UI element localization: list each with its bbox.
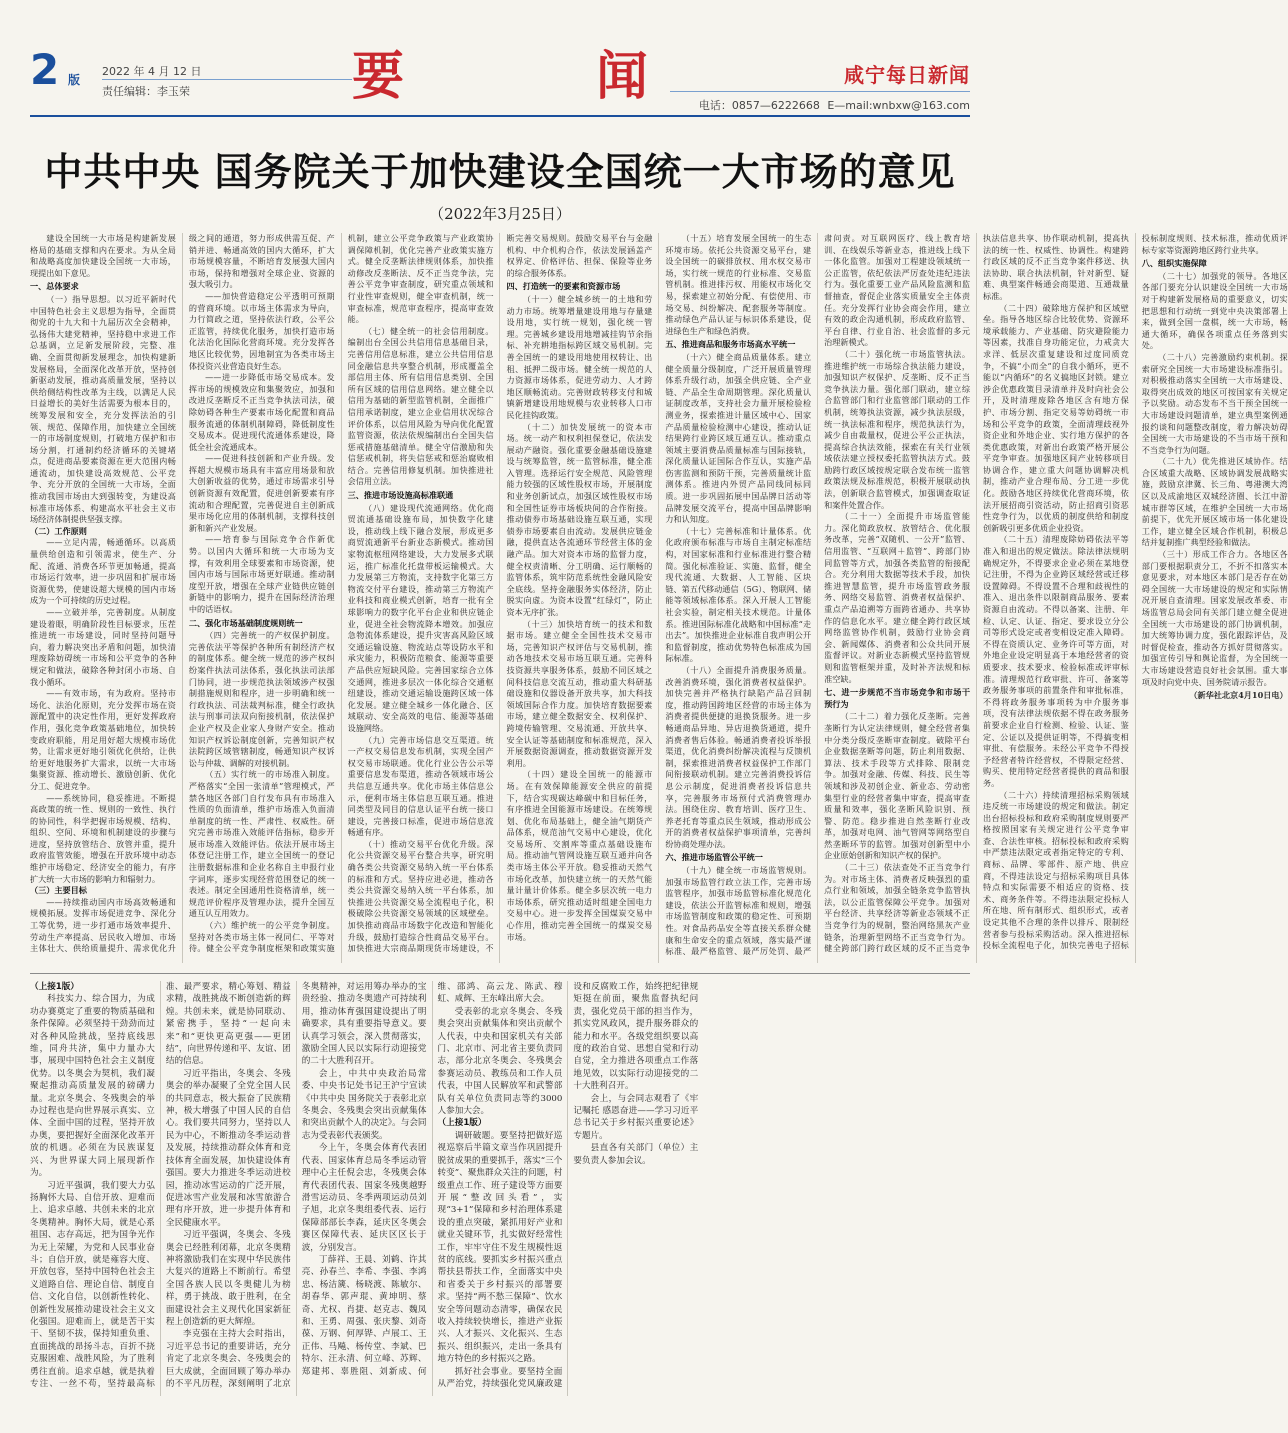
continuation-paragraph: 习近平强调，冬奥会、冬残奥会已经胜利闭幕，北京冬奥精神将激励我们在实现中华民族伟大复兴的道路上不断前行。希望全国各族人民以冬奥健儿为榜样，勇于挑战、敢于胜利，在全面建设社会主义现代化国家新征程上创造新的更大辉煌。 (165, 1230, 291, 1327)
article-paragraph: （二十五）清理废除妨碍依法平等准入和退出的规定做法。除法律法规明确规定外，不得要求企业必须在某地登记注册，不得为企业跨区域经营或迁移设置障碍。不得设置不合理和歧视性的准入、退出条件以限制商品服务、要素资源自由流动。不得以备案、注册、年检、认定、认证、指定、要求设立分公司等形式设定或者变相设定准入障碍。不得在资质认定、业务许可等方面，对外地企业设定明显高于本地经营者的资质要求、技术要求、检验标准或评审标准。清理规范行政审批、许可、备案等政务服务事项的前置条件和审批标准，不得将政务服务事项转为中介服务事项，没有法律法规依据不得在政务服务前要求企业自行检测、检验、认证、鉴定、公证以及提供证明等，不得搞变相审批、有偿服务。未经公平竞争不得授予经营者特许经营权，不得限定经营、购买、使用特定经营者提供的商品和服务。 (982, 534, 1129, 788)
continuation-paragraph: 县直各有关部门（单位）主要负责人参加会议。 (573, 1143, 699, 1166)
section-divider (30, 973, 970, 974)
continuation-paragraph: 调研破题。要坚持把做好巡视巡察后半篇文章当作巩固提升脱贫成果的重要抓手，落实“三个转变”、聚焦群众关注的问题，村级重点工作、班子建设等方面要开展“整改回头看”，实现“3+1”保障和乡村治理体系建设的重点突破，紧抓用好产业和就业关键环节，扎实做好经常性工作，牢牢守住不发生规模性返贫的底线。要抓实乡村振兴重点帮扶县帮扶工作，全面落实中央和省委关于乡村振兴的部署要求。坚持“两不愁三保障”、饮水安全等问题动态清零，确保农民收入持续较快增长，推进产业振兴、人才振兴、文化振兴、生态振兴、组织振兴，走出一条具有地方特色的乡村振兴之路。 (437, 1130, 563, 1365)
section-heading: 二、强化市场基础制度规则统一 (188, 617, 303, 628)
article-paragraph: （三十）形成工作合力。各地区各部门要根据职责分工，不折不扣落实本意见要求，对本地区本部门是否存在妨碍全国统一大市场建设的规定和实际情况开展自查清理。国家发展改革委、市场监管总局会同有关部门建立健全促进全国统一大市场建设的部门协调机制，加大统筹协调力度，强化跟踪评估，及时督促检查，推动各方抓好贯彻落实。加强宣传引导和舆论监督，为全国统一大市场建设营造良好社会氛围。重大事项及时向党中央、国务院请示报告。 (1141, 549, 1288, 687)
masthead (30, 45, 970, 115)
continuation-paragraph: 会上，与会同志观看了《牢记嘱托 感恩奋进——学习习近平总书记关于乡村振兴重要论述》专题片。 (573, 1093, 699, 1141)
article-paragraph: 建设全国统一大市场是构建新发展格局的基础支撑和内在要求。为从全局和战略高度加快建设全国统一大市场，现提出如下意见。 (30, 233, 176, 278)
article-paragraph: （五）实行统一的市场准入制度。严格落实“全国一张清单”管理模式，严禁各地区各部门自行发布具有市场准入性质的负面清单，维护市场准入负面清单制度的统一性、严肃性、权威性。研究完善市场准入效能评估指标，稳步开展市场准入效能评估。依法开展市场主体登记注册工作，建立全国统一的登记注册数据标准和企业名称自主申报行业字词库，逐步实现经营范围登记的统一表述。制定全国通用性资格清单，统一规范评价程序及管理办法，提升全国互通互认互用效力。 (188, 769, 335, 919)
section-char-1: 要 (352, 46, 409, 107)
article-paragraph: （十四）建设全国统一的能源市场。在有效保障能源安全供应的前提下，结合实现碳达峰碳中和目标任务，有序推进全国能源市场建设。在统筹规划、优化布局基础上，健全油气期货产品体系，规范油气交易中心建设，优化交易场所、交割库等重点基础设施布局。推动油气管网设施互联互通并向各类市场主体公平开放。稳妥推动天然气市场化改革，加快建立统一的天然气能量计量计价体系。健全多层次统一电力市场体系，研究推动适时组建全国电力交易中心。进一步发挥全国煤炭交易中心作用，推动完善全国统一的煤炭交易市场。 (506, 769, 653, 942)
source-credit: （新华社北京4月10日电） (1189, 690, 1288, 701)
continued-from-tag: （上接1版） (30, 982, 79, 992)
continuation-paragraph: 科技实力、综合国力，为成功办赛奠定了重要的物质基础和条件保障。必须坚持干劲劲而过对各种风险挑战，坚持底线思维，同舟共济，集中力量办大事，展现中国特色社会主义制度优势。以冬奥会为契机，我们凝聚起推动高质量发展的磅礴力量。北京冬奥会、冬残奥会的举办过程也是向世界展示真实、立体、全面中国的过程，坚持开放办奥，要把握好全面深化改革开放的机遇。必须在为民族谋复兴、为世界谋大同上展现新作为。 (30, 994, 155, 1179)
section-heading: 八、组织实施保障 (1141, 258, 1207, 269)
section-heading: 五、推进商品和服务市场高水平统一 (665, 339, 796, 350)
section-heading: 四、打造统一的要素和资源市场 (506, 281, 621, 292)
article-paragraph: （二十一）全面提升市场监管能力。深化简政放权、放管结合、优化服务改革，完善“双随机、一公开”监管、信用监管、“互联网＋监管”、跨部门协同监管等方式，加强各类监管的衔接配合。充分利用大数据等技术手段，加快推进智慧监管，提升市场监管政务服务、网络交易监管、消费者权益保护、重点产品追溯等方面跨省通办、共享协作的信息化水平。建立健全跨行政区域网络监管协作机制，鼓励行业协会商会、新闻媒体、消费者和公众共同开展监督评议。对新业态新模式坚持监管规则和监管框架并重，及时补齐法规和标准空缺。 (824, 511, 970, 684)
article-paragraph: （十一）健全城乡统一的土地和劳动力市场。统筹增量建设用地与存量建设用地，实行统一规划，强化统一管理。完善城乡建设用地增减挂钩节余指标、补充耕地指标跨区域交易机制。完善全国统一的建设用地使用权转让、出租、抵押二级市场。健全统一规范的人力资源市场体系，促进劳动力、人才跨地区顺畅流动。完善财政转移支付和城镇新增建设用地规模与农业转移人口市民化挂钩政策。 (506, 293, 653, 420)
article-paragraph: ——促进科技创新和产业升级。发挥超大规模市场具有丰富应用场景和放大创新收益的优势，通过市场需求引导创新资源有效配置，促进创新要素有序流动和合理配置，完善促进自主创新成果市场化应用的体制机制，支撑科技创新和新兴产业发展。 (188, 453, 335, 533)
sub-heading: （二）工作原则 (30, 525, 87, 536)
continuation-paragraph: 李克强在主持大会时指出，习近平总书记的重要讲话，充分肯定了北京冬奥会、冬残奥会的巨大成就，全面回顾了筹办举办的不平凡历程，深刻阐明了北京冬奥精神，对运用筹办举办的宝贵经验、推动冬奥遗产可持续利用，推动体育强国建设提出了明确要求，具有重要指导意义。要认真学习领会，深入贯彻落实，激励全国人民以实际行动迎接党的二十大胜利召开。 (165, 982, 427, 1389)
header-rule-main (30, 115, 970, 117)
page-number-suffix: 版 (68, 73, 81, 87)
article-paragraph: （二十四）破除地方保护和区域壁垒。指导各地区综合比较优势、资源环境承载能力、产业基础、防灾避险能力等因素，找准自身功能定位，力戒贪大求洋、低层次重复建设和过度同质竞争，不搞“小而全”的自我小循环，更不能以“内循环”的名义搞地区封锁。建立涉企优惠政策目录清单并及时向社会公开，及时清理废除各地区含有地方保护、市场分割、指定交易等妨碍统一市场和公平竞争的政策，全面清理歧视外资企业和外地企业、实行地方保护的各类优惠政策，对新出台政策严格开展公平竞争审查。加强地区间产业转移项目协调合作，建立重大问题协调解决机制，推动产业合理布局、分工进一步优化。鼓励各地区持续优化营商环境，依法开展招商引资活动，防止招商引资恶性竞争行为，以优质的制度供给和制度创新吸引更多优质企业投资。 (982, 302, 1129, 533)
issue-date: 2022 年 4 月 12 日 (102, 65, 202, 78)
article-paragraph: （十七）完善标准和计量体系。优化政府颁布标准与市场自主制定标准结构，对国家标准和行业标准进行整合精简。强化标准验证、实施、监督，健全现代流通、大数据、人工智能、区块链、第五代移动通信（5G）、物联网、储能等领域标准体系。深入开展人工智能社会实验，制定相关技术规范。计量体系。推进国际标准化战略和中国标准“走出去”。加快推进企业标准自我声明公开和监督制度，推动优势特色标准成为国际标准。 (665, 525, 812, 664)
continuation-paragraph: 今上午，冬奥会体育代表团代表、国家体育总局冬季运动管理中心主任倪会忠，冬残奥会体育代表团代表、国家冬残奥越野滑雪运动员、冬季两项运动员刘子旭，北京冬奥组委代表、运行保障部部长李森，延庆区冬奥会赛区保障代表、延庆区区长于波，分别发言。 (301, 1143, 427, 1253)
article-paragraph: （六）维护统一的公平竞争制度。坚持对各类市场主体一视同仁、平等对待。健全公平竞争制度框架和政策实施机制，建立公平竞争政策与产业政策协调保障机制，优化完善产业政策实施方式。健全反垄断法律规则体系，加快推动修改反垄断法、反不正当竞争法，完善公平竞争审查制度，研究重点领域和行业性审查规则，健全审查机制，统一审查标准，规范审查程序，提高审查效能。 (188, 233, 494, 954)
article-paragraph: ——持续推动国内市场高效畅通和规模拓展。发挥市场促进竞争、深化分工等优势，进一步打通市场效率提升、劳动生产率提高、居民收入增加、市场主体壮大、供给质量提升、需求优化升级之间的通道，努力形成供需互促、产销并进、畅通高效的国内大循环，扩大市场规模容量，不断培育发展强大国内市场，保持和增强对全球企业、资源的强大吸引力。 (30, 233, 335, 954)
section-heading: 七、进一步规范不当市场竞争和市场干预行为 (824, 687, 970, 709)
article-paragraph: （十八）全面提升消费服务质量。改善消费环境，强化消费者权益保护。加快完善并严格执行缺陷产品召回制度，推动跨国跨地区经营的市场主体为消费者提供便捷的退换货服务。进一步畅通商品异地、异店退换货通道，提升消费者售后体验。畅通消费者投诉举报渠道，优化消费纠纷解决流程与反馈机制，探索推进消费者权益保护工作部门间衔接联动机制。建立完善消费投诉信息公示制度，促进消费者投诉信息共享，完善服务市场预付式消费管理办法。围绕住房、教育培训、医疗卫生、养老托育等重点民生领域，推动形成公开的消费者权益保护事项清单，完善纠纷协商处理办法。 (665, 664, 812, 849)
continuation-paragraph: 习近平强调，我们要大力弘扬胸怀大局、自信开放、迎难而上、追求卓越、共创未来的北京冬奥精神。胸怀大局，就是心系祖国、志存高远，把为国争光作为无上荣耀，为党和人民事业奋斗；自信开放，就是雍容大度、开放包容，坚持中国特色社会主义道路自信、理论自信、制度自信、文化自信，以创新性转化、创新性发展推动建设社会主义文化强国。迎难而上，就是苦干实干、坚韧不拔，保持知重负重、直面挑战的昂扬斗志，百折不挠克服困难、战胜风险，为了胜利勇往直前。追求卓越，就是执着专注、一丝不苟，坚持最高标准、最严要求，精心筹划、精益求精，战胜挑战不断创造新的辉煌。共创未来，就是协同联动、紧密携手，坚持“一起向未来”和“更快更高更强——更团结”，向世界传递和平、友谊、团结的信息。 (30, 982, 291, 1389)
article-body (30, 233, 1288, 963)
continuation-paragraph: 习近平指出，冬奥会、冬残奥会的举办凝聚了全党全国人民的共同意志，极大振奋了民族精神，极大增强了中国人民的自信心。我们要共同努力，坚持以人民为中心，不断推动冬季运动普及发展，持续推动群众体育和竞技体育全面发展，加快建设体育强国。要大力推进冬季运动进校园，推动冰雪运动的广泛开展，促进冰雪产业发展和冰雪旅游合理有序开放，进一步提升体育和全民健康水平。 (165, 1068, 291, 1228)
phone-number: 电话：0857—6222668 (698, 99, 820, 112)
continuation-paragraph: 抓好社会事业。要坚持全面从严治党，持续强化党风廉政建设和反腐败工作，始终把纪律规矩挺在前面，聚焦监督执纪问责，强化党员干部的担当作为，抓实党风政风，提升服务群众的能力和水平。各级党组织要以高度的政治自觉、思想自觉和行动自觉，全力推进各项重点工作落地见效，以实际行动迎接党的二十大胜利召开。 (437, 982, 699, 1389)
article-paragraph: ——加快营造稳定公平透明可预期的营商环境。以市场主体需求为导向，力行简政之道，坚持依法行政，公平公正监管，持续优化服务，加快打造市场化法治化国际化营商环境。充分发挥各地区比较优势，因地制宜为各类市场主体投资兴业营造良好生态。 (188, 290, 335, 371)
header-rule-left (102, 79, 352, 80)
article-paragraph: （二十三）依法查处不正当竞争行为。对市场主体、消费者反映强烈的重点行业和领域，加强全链条竞争监管执法，以公正监管保障公平竞争。加强对平台经济、共享经济等新业态领域不正当竞争行为的规制，整治网络黑灰产业链条，治理新型网络不正当竞争行为。健全跨部门跨行政区域的反不正当竞争执法信息共享、协作联动机制，提高执法的统一性、权威性、协调性。构建跨行政区域的反不正当竞争案件移送、执法协助、联合执法机制，针对新型、疑难、典型案件畅通会商渠道、互通裁量标准。 (824, 233, 1129, 954)
section-heading: 三、推进市场设施高标准联通 (347, 490, 454, 501)
article-paragraph: （七）健全统一的社会信用制度。编制出台全国公共信用信息基础目录，完善信用信息标准，建立公共信用信息同金融信息共享整合机制，形成覆盖全部信用主体、所有信用信息类别、全国所有区域的信用信息网络。建立健全以信用为基础的新型监管机制，全面推广信用承诺制度，建立企业信用状况综合评价体系，以信用风险为导向优化配置监管资源，依法依规编制出台全国失信惩戒措施基础清单。健全守信激励和失信惩戒机制，将失信惩戒和惩治腐败相结合。完善信用修复机制。加快推进社会信用立法。 (347, 325, 494, 487)
article-paragraph: （十九）健全统一市场监管规则。加强市场监管行政立法工作，完善市场监管程序，加强市场监管标准化规范化建设，依法公开监管标准和规则，增强市场监管制度和政策的稳定性、可预期性。对食品药品安全等直接关系群众健康和生命安全的重点领域，落实最严谨标准、最严格监管、最严厉处罚、最严肃问责。对互联网医疗、线上教育培训、在线娱乐等新业态，推进线上线下一体化监管。加强对工程建设领域统一公正监管，依纪依法严厉查处违纪违法行为。强化重要工业产品风险监测和监督抽查，督促企业落实质量安全主体责任。充分发挥行业协会商会作用，建立有效的政企沟通机制，形成政府监管、平台自律、行业自治、社会监督的多元治理新模式。 (665, 233, 970, 957)
article-paragraph: ——进一步降低市场交易成本。发挥市场的规模效应和集聚效应，加强和改进反垄断反不正当竞争执法司法，破除妨碍各种生产要素市场化配置和商品服务流通的体制机制障碍，降低制度性交易成本。促进现代流通体系建设，降低全社会流通成本。 (188, 372, 335, 452)
article-paragraph: （四）完善统一的产权保护制度。完善依法平等保护各种所有制经济产权的制度体系。健全统一规范的涉产权纠纷案件执法司法体系，强化执法司法部门协同，进一步规范执法领域涉产权强制措施规则和程序，进一步明确和统一行政执法、司法裁判标准，健全行政执法与刑事司法双向衔接机制，依法保护企业产权及企业家人身财产安全。推动知识产权诉讼制度创新，完善知识产权法院跨区域管辖制度，畅通知识产权诉讼与仲裁、调解的对接机制。 (188, 630, 335, 768)
header-rule-right (670, 91, 970, 92)
email-address: E—mail:wnbxw@163.com (827, 99, 970, 112)
article-paragraph: （二十七）加强党的领导。各地区各部门要充分认识建设全国统一大市场对于构建新发展格局的重要意义，切实把思想和行动统一到党中央决策部署上来，做到全国一盘棋，统一大市场，畅通大循环，确保各项重点任务落到实处。 (1141, 270, 1288, 351)
article-paragraph: （十）推动交易平台优化升级。深化公共资源交易平台整合共享，研究明确各类公共资源交易纳入统一平台体系的标准和方式。坚持应进必进，推动各类公共资源交易纳入统一平台体系，加快推进公共资源交易全流程电子化，积极破除公共资源交易领域的区域壁垒。加快推动商品市场数字化改造和智能化升级，鼓励打造综合性商品交易平台。加快推进大宗商品期现货市场建设，不断完善交易规则。鼓励交易平台与金融机构、中介机构合作，依法发展涵盖产权界定、价格评估、担保、保险等业务的综合服务体系。 (347, 233, 653, 954)
article-paragraph: ——立足内需，畅通循环。以高质量供给创造和引领需求，使生产、分配、流通、消费各环节更加畅通，提高市场运行效率，进一步巩固和扩展市场资源优势，使建设超大规模的国内市场成为一个可持续的历史过程。 (30, 537, 176, 606)
continuation-paragraph: 丁薛祥、王晨、刘鹤、许其亮、孙春兰、李希、李强、李鸿忠、杨洁篪、杨晓渡、陈敏尔、胡春华、郭声琨、黄坤明、蔡奇、尤权、肖捷、赵克志、魏凤和、王勇、周强、张庆黎、刘奇葆、万钢、何厚铧、卢展工、王正伟、马飚、杨传堂、李斌、巴特尔、汪永清、何立峰、苏辉、郑建邦、辜胜阻、刘新成、何维、邵鸿、高云龙、陈武、穆虹、咸辉、王东峰出席大会。 (301, 982, 563, 1377)
section-char-2: 闻 (595, 46, 652, 107)
article-paragraph: （九）完善市场信息交互渠道。统一产权交易信息发布机制，实现全国产权交易市场联通。优化行业公告公示等重要信息发布渠道，推动各领域市场公共信息互通共享。优化市场主体信息公示，便利市场主体信息互联互通。推进同类型及同目的信息认证平台统一接口建设，完善接口标准，促进市场信息流畅通有序。 (347, 734, 494, 838)
article-paragraph: （二十）强化统一市场监管执法。推进维护统一市场综合执法能力建设，加强知识产权保护、反垄断、反不正当竞争执法力量。强化部门联动，建立综合监管部门和行业监管部门联动的工作机制，统筹执法资源，减少执法层级，统一执法标准和程序，规范执法行为，减少自由裁量权，促进公平公正执法，提高综合执法效能，探索在有关行业领域依法建立授权委托监管执法方式。鼓励跨行政区域按规定联合发布统一监管政策法规及标准规范，积极开展联动执法，创新联合监管模式，加强调查取证和案件处置合作。 (824, 348, 970, 510)
article-paragraph: （二十八）完善激励约束机制。探索研究全国统一大市场建设标准指引。对积极推动落实全国统一大市场建设、取得突出成效的地区可按国家有关规定予以奖励。动态发布不当干预全国统一大市场建设问题清单，建立典型案例通报约谈和问题整改制度，着力解决妨碍全国统一大市场建设的不当市场干预和不当竞争行为问题。 (1141, 351, 1288, 455)
article-paragraph: （二十九）优先推进区域协作。结合区域重大战略、区域协调发展战略实施，鼓励京津冀、长三角、粤港澳大湾区以及成渝地区双城经济圈、长江中游城市群等区域，在维护全国统一大市场前提下，优先开展区域市场一体化建设工作，建立健全区域合作机制，积极总结并复制推广典型经验和做法。 (1141, 456, 1288, 548)
article-headline: 中共中央 国务院关于加快建设全国统一大市场的意见 (44, 150, 956, 194)
contact-line (699, 97, 970, 113)
article-paragraph: ——立破并举，完善制度。从制度建设着眼，明确阶段性目标要求，压茬推进统一市场建设，同时坚持问题导向，着力解决突出矛盾和问题，加快清理废除妨碍统一市场和公平竞争的各种规定和做法，破除各种封闭小市场、自我小循环。 (30, 607, 176, 687)
section-heading: 六、推进市场监管公平统一 (665, 852, 763, 863)
article-dateline: （2022年3月25日） (429, 205, 571, 223)
editor-credit: 责任编辑：李玉荣 (102, 85, 190, 98)
sub-heading: （三）主要目标 (30, 885, 87, 896)
continuation-paragraph: 会上，中共中央政治局常委、中央书记处书记王沪宁宣读《中共中央 国务院关于表彰北京冬奥会、冬残奥会突出贡献集体和突出贡献个人的决定》。与会同志为受表彰代表颁奖。 (301, 1068, 427, 1141)
article-paragraph: （一）指导思想。以习近平新时代中国特色社会主义思想为指导，全面贯彻党的十九大和十九届历次全会精神，弘扬伟大建党精神，坚持稳中求进工作总基调，立足新发展阶段，完整、准确、全面贯彻新发展理念，加快构建新发展格局，全面深化改革开放，坚持创新驱动发展，推动高质量发展，坚持以供给侧结构性改革为主线，以满足人民日益增长的美好生活需要为根本目的，统筹发展和安全，充分发挥法治的引领、规范、保障作用，加快建立全国统一的市场制度规则，打破地方保护和市场分割，打通制约经济循环的关键堵点，促进商品要素资源在更大范围内畅通流动，加快建设高效规范、公平竞争、充分开放的全国统一大市场，全面推动我国市场由大到强转变，为建设高标准市场体系、构建高水平社会主义市场经济体制提供坚强支撑。 (30, 293, 176, 525)
brand-name: 咸宁每日新闻 (844, 63, 970, 87)
article-paragraph: （十六）健全商品质量体系。建立健全质量分级制度，广泛开展质量管理体系升级行动，加强全供应链、全产业链、产品全生命周期管理。深化质量认证制度改革，支持社会力量开展检验检测业务，探索推进计量区域中心、国家产品质量检验检测中心建设，推动认证结果跨行业跨区域互通互认。推动重点领域主要消费品质量标准与国际接轨，深化质量认证国际合作互认，实施产品伤害监测和预防干预，完善质量统计监测体系。推进内外贸产品同线同标同质。进一步巩固拓展中国品牌日活动等品牌发展交流平台，提高中国品牌影响力和认知度。 (665, 351, 812, 525)
article-paragraph: （二十六）持续清理招标采购领域违反统一市场建设的规定和做法。制定出台招标投标和政府采购制度规则要严格按照国家有关规定进行公平竞争审查、合法性审核。招标投标和政府采购中严禁违法限定或者指定特定的专利、商标、品牌、零部件、原产地、供应商，不得违法设定与招标采购项目具体特点和实际需要不相适应的资格、技术、商务条件等。不得违法限定投标人所在地、所有制形式、组织形式，或者设定其他不合理的条件以排斥、限制经营者参与投标采购活动。深入推进招标投标全流程电子化，加快完善电子招标投标制度规则、技术标准，推动优质评标专家等资源跨地区跨行业共享。 (982, 233, 1288, 951)
article-paragraph: （二十二）着力强化反垄断。完善垄断行为认定法律规则，健全经营者集中分类分级反垄断审查制度。破除平台企业数据垄断等问题，防止利用数据、算法、技术手段等方式排除、限制竞争。加强对金融、传媒、科技、民生等领域和涉及初创企业、新业态、劳动密集型行业的经营者集中审查，提高审查质量和效率，强化垄断风险识别、预警、防范。稳步推进自然垄断行业改革，加强对电网、油气管网等网络型自然垄断环节的监管。加强对创新型中小企业原始创新和知识产权的保护。 (824, 711, 970, 861)
article-paragraph: ——有效市场，有为政府。坚持市场化、法治化原则，充分发挥市场在资源配置中的决定性作用，更好发挥政府作用，强化竞争政策基础地位，加快转变政府职能，用足用好超大规模市场优势，让需求更好地引领优化供给，让供给更好地服务扩大需求，以统一大市场集聚资源、推动增长、激励创新、优化分工、促进竞争。 (30, 688, 176, 791)
article-paragraph: （十三）加快培育统一的技术和数据市场。建立健全全国性技术交易市场，完善知识产权评估与交易机制，推动各地技术交易市场互联互通。完善科技资源共享服务体系，鼓励不同区域之间科技信息交流互动，推动重大科研基础设施和仪器设备开放共享，加大科技领域国际合作力度。加快培育数据要素市场，建立健全数据安全、权利保护、跨境传输管理、交易流通、开放共享、安全认证等基础制度和标准规范，深入开展数据资源调查，推动数据资源开发利用。 (506, 618, 653, 768)
continuation-body (30, 981, 970, 1396)
continued-from-tag: （上接1版） (437, 1118, 487, 1129)
article-paragraph: （十二）加快发展统一的资本市场。统一动产和权利担保登记，依法发展动产融资。强化重要金融基础设施建设与统筹监管，统一监管标准，健全准入管理。选择运行安全规范、风险管理能力较强的区域性股权市场，开展制度和业务创新试点，加强区域性股权市场和全国性证券市场板块间的合作衔接。推动债券市场基础设施互联互通，实现债券市场要素自由流动。发展供应链金融，提供直达各流通环节经营主体的金融产品。加大对资本市场的监督力度，健全权责清晰、分工明确、运行顺畅的监管体系，筑牢防范系统性金融风险安全底线。坚持金融服务实体经济，防止脱实向虚。为资本设置“红绿灯”，防止资本无序扩张。 (506, 421, 653, 617)
article-paragraph: （十五）培育发展全国统一的生态环境市场。依托公共资源交易平台，建设全国统一的碳排放权、用水权交易市场，实行统一规范的行业标准、交易监管机制。推进排污权、用能权市场化交易，探索建立初始分配、有偿使用、市场交易、纠纷解决、配套服务等制度。推动绿色产品认证与标识体系建设，促进绿色生产和绿色消费。 (665, 233, 812, 336)
section-heading: 一、总体要求 (30, 281, 79, 292)
article-paragraph: ——培育参与国际竞争合作新优势。以国内大循环和统一大市场为支撑，有效利用全球要素和市场资源，使国内市场与国际市场更好联通。推动制度型开放，增强在全球产业链供应链创新链中的影响力，提升在国际经济治理中的话语权。 (188, 534, 335, 614)
page-number: 2 (30, 45, 60, 94)
article-paragraph: （八）建设现代流通网络。优化商贸流通基础设施布局，加快数字化建设，推动线上线下融合发展，形成更多商贸流通新平台新业态新模式。推动国家物流枢纽网络建设，大力发展多式联运，推广标准化托盘带板运输模式。大力发展第三方物流，支持数字化第三方物流交付平台建设，推动第三方物流产业科技和商业模式创新，培育一批有全球影响力的数字化平台企业和供应链企业，促进全社会物流降本增效。加强应急物流体系建设，提升灾害高风险区域交通运输设施、物流站点等设防水平和承灾能力，积极防范粮食、能源等重要产品供应短缺风险。完善国家综合立体交通网，推进多层次一体化综合交通枢纽建设，推动交通运输设施跨区域一体化发展。建立健全城乡一体化融合、区域联动、安全高效的电信、能源等基础设施网络。 (347, 502, 494, 733)
newspaper-page (30, 45, 1288, 1400)
article-paragraph: ——系统协同，稳妥推进。不断提高政策的统一性、规则的一致性、执行的协同性，科学把握市场规模、结构、组织、空间、环境和机制建设的步骤与进度，坚持放管结合、放管并重，提升政府监管效能，增强在开放环境中动态维护市场稳定、经济安全的能力，有序扩大统一大市场的影响力和辐射力。 (30, 792, 176, 884)
section-title (352, 47, 652, 107)
continuation-paragraph: 受表彰的北京冬奥会、冬残奥会突出贡献集体和突出贡献个人代表，中央和国家机关有关部门、北京市、河北省主要负责同志，部分北京冬奥会、冬残奥会参赛运动员、教练员和工作人员代表，中国人民解放军和武警部队有关单位负责同志等约3000人参加大会。 (437, 1006, 563, 1117)
